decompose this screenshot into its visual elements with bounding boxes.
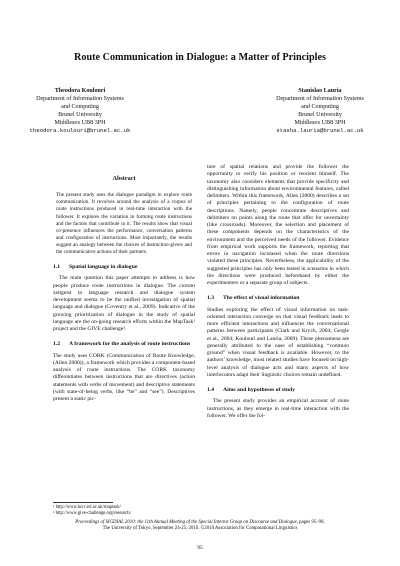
section-heading-1-2	[53, 341, 195, 348]
proceedings-venue: Proceedings of SIGDIAL 2010: the 11th Annual Meeting of the Special Interest Group on Discourse and Dialogue	[75, 520, 297, 525]
author-email: stasha.lauria@brunel.ac.uk	[276, 127, 364, 135]
author-block	[29, 87, 364, 143]
author-dept: Department of Information Systems	[36, 96, 124, 103]
section-number: 1.2	[53, 341, 61, 348]
section-number: 1.4	[207, 387, 215, 393]
paper-title: Route Communication in Dialogue: a Matter of Principles	[74, 52, 326, 63]
section-title: A framework for the analysis of route instructions	[69, 341, 191, 348]
section-1-4-text: The present study provides an empirical account of route instructions, as they emerge in real-time interaction with the follower. We offer the fol-	[207, 398, 349, 419]
proceedings-footer	[40, 520, 360, 532]
section-number: 1.3	[207, 295, 215, 302]
section-heading-1-4	[207, 387, 349, 394]
author-address: Middlesex UB8 3PH	[54, 120, 106, 127]
footnote-2[interactable]: ² http://www.give-challenge.org/research/	[53, 511, 131, 517]
section-1-2-text: The study uses CORK (Communication of Route Knowledge, (Allen 2000)), a framework which provides a component-based analysis of route instructions. The CORK taxonomy differentiates between instructions that are directives (action statements with verbs of movement) and descriptive statements (with state-of-being verbs, like “be” and “see”). Descriptives present a static pic-	[53, 352, 195, 403]
left-column	[53, 175, 195, 403]
author-university: Brunel University	[298, 112, 342, 119]
proceedings-pages: , pages 95–98,	[296, 520, 325, 525]
section-number: 1.1	[53, 264, 61, 271]
author-email: theodora.koulouri@brunel.ac.uk	[29, 127, 131, 135]
author-dept: Department of Information Systems	[276, 96, 364, 103]
footnote-rule	[53, 502, 113, 503]
page-number: 95	[197, 545, 203, 551]
footnote-1[interactable]: ¹ http://www.hcrc.ed.ac.uk/maptask/	[53, 505, 121, 510]
abstract-text: The present study uses the dialogue paradigm to explore route communication. It revolves around the analysis of a corpus of route instructions produced in real-time interaction with the follower. It explores the variation in forming route instructions and the factors that contribute in it. The results show that visual co-presence influences the performance, conversation patterns and configuration of instructions. Most importantly, the results suggest an analogy between the choices of instruction-givers and the communicative actions of their partners.	[56, 192, 192, 255]
section-1-1-text: The main question this paper attempts to address is how people produce route instructions in dialogue. The current zeitgeist in language research and dialogue system development seems to be the unified investigation of spatial language and dialogue (Coventry et al., 2009). Indicative of the growing prioritization of dialogue in the study of spatial language are the on-going research efforts within the MapTask¹ project and the GIVE challenge².	[53, 275, 195, 333]
proceedings-location: The University of Tokyo, September 24-25, 2010. ©2010 Association for Computational Linguistics	[102, 526, 298, 532]
section-title: Aims and hypotheses of study	[223, 387, 296, 393]
author-2	[220, 87, 400, 136]
author-dept-2: and Computing	[61, 104, 99, 111]
section-1-3-text: Studies exploring the effect of visual information on task-oriented interaction converge on that visual feedback leads to more efficient interactions and influences the conversational patterns between participants (Clark and Krych, 2004; Gergle et al., 2004; Koulouri and Lauria, 2009). These phenomena are generally attributed to the ease of establishing “common ground” when visual feedback is available. However, to the authors’ knowledge, most related studies have focused on high-level analysis of dialogue acts and many aspects of how interlocutors adapt their linguistic choices remain undefined.	[207, 306, 349, 378]
section-1-2-continued-text: ture of spatial relations and provide the follower the opportunity to verify his position or reorient himself. The taxonomy also considers elements that provide specificity and distinguishing information about environmental features, called delimiters. Within this framework, Allen (2000) describes a set of principles pertaining to the configuration of route descriptions. Namely, people concentrate descriptives and delimiters on points along the route that offer for uncertainty (like crossroads). Moreover, the selection and placement of these components depends on the characteristics of the environment and the perceived needs of the follower. Evidence from empirical work supports the framework, reporting that errors in navigation increased when the route directions violated these principles. Nevertheless, the applicability of the suggested principles has only been tested in scenarios in which the directions were produced beforehand by either the experimenters or a separate group of subjects.	[207, 164, 349, 286]
author-dept-2: and Computing	[301, 104, 339, 111]
author-name: Stanislao Lauria	[298, 88, 342, 94]
section-title: Spatial language in dialogue	[69, 264, 138, 271]
author-1	[0, 87, 180, 136]
section-heading-1-3	[207, 295, 349, 302]
section-heading-1-1	[53, 264, 195, 271]
abstract-heading: Abstract	[112, 175, 136, 182]
author-university: Brunel University	[58, 112, 102, 119]
right-column	[207, 164, 349, 420]
author-address: Middlesex UB8 3PH	[294, 120, 346, 127]
author-name: Theodora Koulouri	[54, 88, 106, 94]
section-title: The effect of visual information	[223, 295, 300, 302]
footnotes	[53, 502, 195, 518]
